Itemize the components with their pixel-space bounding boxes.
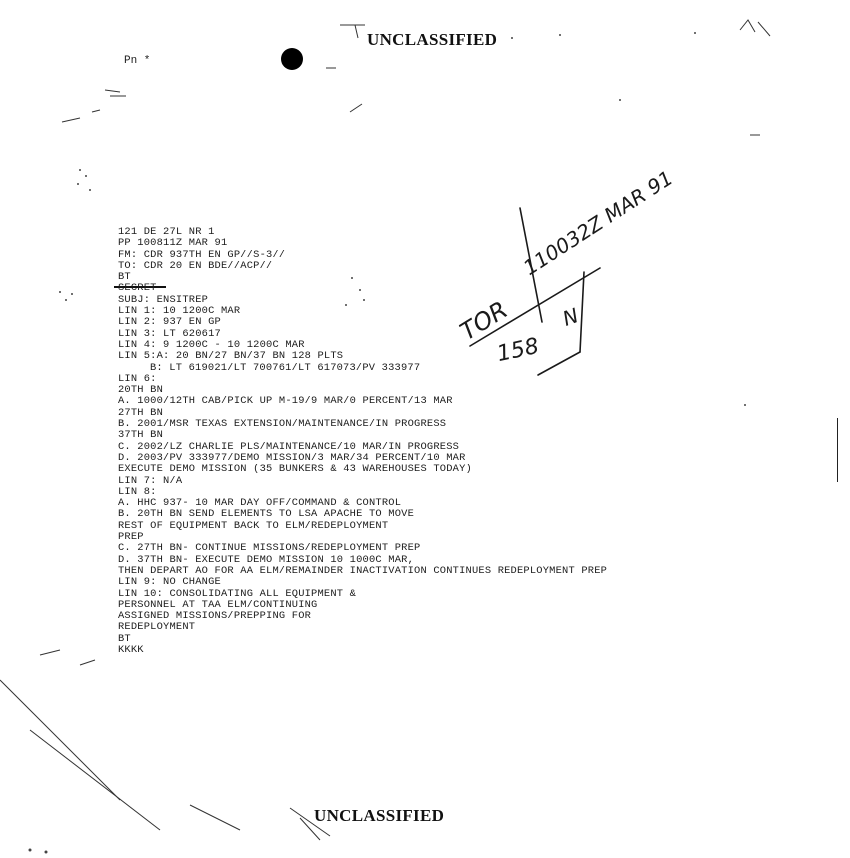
message-line: LIN 9: NO CHANGE [118,577,221,589]
message-line: PP 100811Z MAR 91 [118,238,228,250]
message-line: SUBJ: ENSITREP [118,294,209,306]
message-line: LIN 7: N/A [118,475,183,487]
message-line: A. HHC 937- 10 MAR DAY OFF/COMMAND & CONTROL [118,498,402,510]
handwritten-number: 158 [494,333,542,368]
message-line: LIN 6: [118,373,157,385]
message-line: LIN 2: 937 EN GP [118,317,221,329]
message-line: EXECUTE DEMO MISSION (35 BUNKERS & 43 WAREHOUSES TODAY) [118,464,472,476]
margin-line [837,418,838,482]
message-line: LIN 3: LT 620617 [118,328,221,340]
message-line: LIN 8: [118,486,157,498]
classification-marking-bottom: UNCLASSIFIED [314,806,445,825]
handwritten-tor: TOR [455,295,513,346]
message-line: SECRET [118,283,157,295]
message-line: LIN 1: 10 1200C MAR [118,306,241,318]
message-line: BT [118,272,131,284]
message-line: A. 1000/12TH CAB/PICK UP M-19/9 MAR/0 PERCENT/13 MAR [118,396,453,408]
message-line: 121 DE 27L NR 1 [118,227,215,238]
message-line: D. 2003/PV 333977/DEMO MISSION/3 MAR/34 PERCENT/10 MAR [118,452,466,464]
message-line: B: LT 619021/LT 700761/LT 617073/PV 333977 [150,362,421,374]
message-line: LIN 10: CONSOLIDATING ALL EQUIPMENT & [118,588,357,600]
message-line: PREP [118,532,144,544]
classification-marking-top: UNCLASSIFIED [367,30,498,49]
handwritten-dtg: 110032Z MAR 91 [518,165,678,280]
message-line: C. 27TH BN- CONTINUE MISSIONS/REDEPLOYMENT PREP [118,543,421,555]
message-line: FM: CDR 937TH EN GP//S-3// [118,249,286,261]
message-line: REST OF EQUIPMENT BACK TO ELM/REDEPLOYMENT [118,520,389,532]
message-line: THEN DEPART AO FOR AA ELM/REMAINDER INACTIVATION CONTINUES REDEPLOYMENT PREP [118,565,608,577]
message-line: B. 2001/MSR TEXAS EXTENSION/MAINTENANCE/IN PROGRESS [118,419,447,431]
header-code: Pn * [124,55,151,67]
message-line: B. 20TH BN SEND ELEMENTS TO LSA APACHE TO MOVE [118,509,415,521]
message-line: LIN 4: 9 1200C - 10 1200C MAR [118,339,305,351]
handwritten-initial: N [559,303,582,331]
message-line: BT [118,633,131,645]
message-line: 37TH BN [118,430,164,442]
message-line: ASSIGNED MISSIONS/PREPPING FOR [118,611,312,623]
message-line: D. 37TH BN- EXECUTE DEMO MISSION 10 1000C MAR, [118,554,415,566]
message-line: 27TH BN [118,407,164,419]
message-line: LIN 5:A: 20 BN/27 BN/37 BN 128 PLTS [118,351,344,363]
message-line: REDEPLOYMENT [118,622,196,634]
message-line: 20TH BN [118,385,164,397]
message-line: PERSONNEL AT TAA ELM/CONTINUING [118,599,318,611]
message-line: KKKK [118,644,144,656]
message-line: C. 2002/LZ CHARLIE PLS/MAINTENANCE/10 MAR/IN PROGRESS [118,441,460,453]
message-line: TO: CDR 20 EN BDE//ACP// [118,260,273,272]
